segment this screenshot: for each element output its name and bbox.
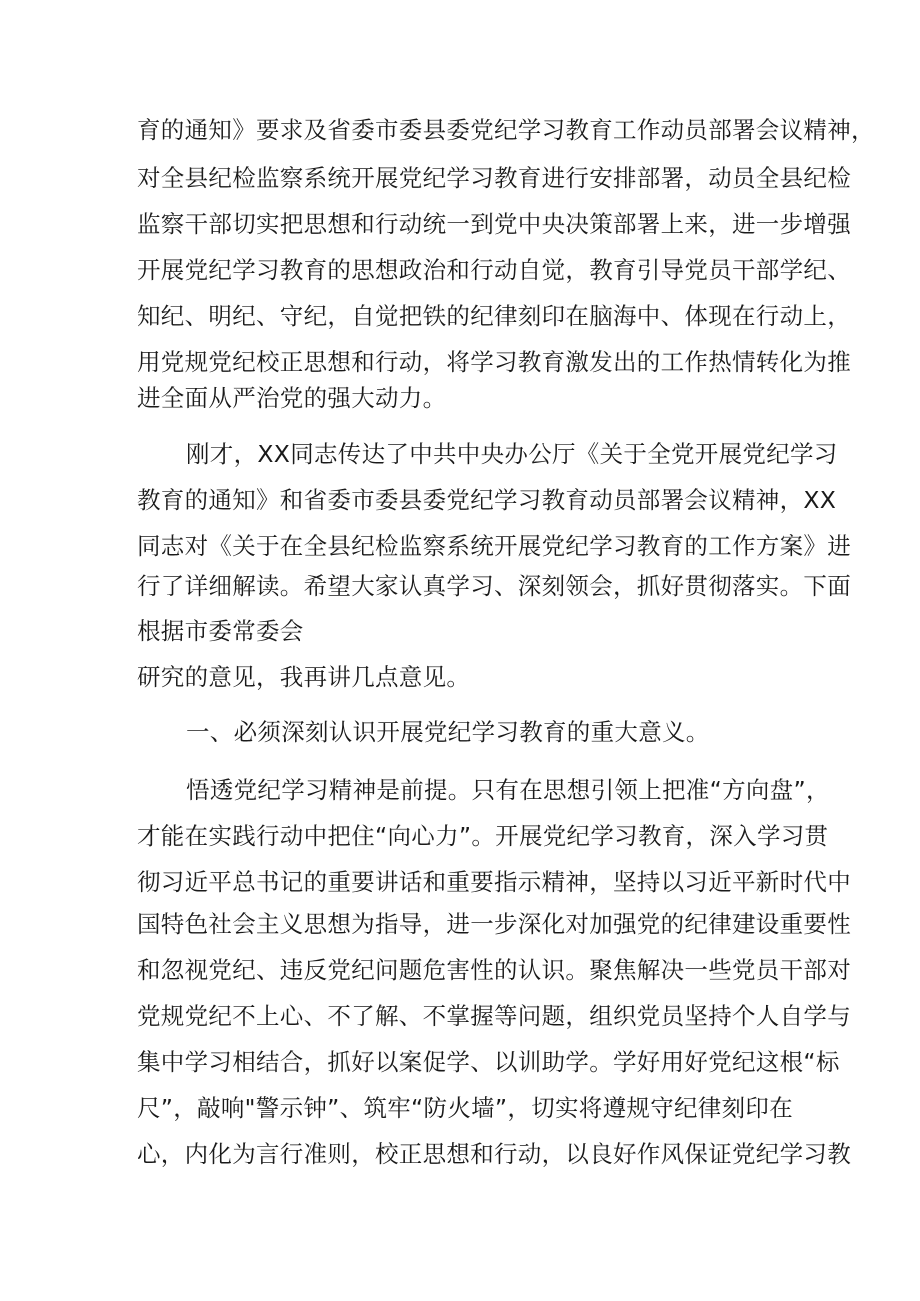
- text-line: 用党规党纪校正思想和行动，将学习教育激发出的工作热情转化为推: [137, 348, 851, 376]
- text-line: 彻习近平总书记的重要讲话和重要指示精神，坚持以习近平新时代中: [137, 868, 851, 896]
- text-line: 育的通知》要求及省委市委县委党纪学习教育工作动员部署会议精神，: [137, 116, 875, 144]
- text-line: 开展党纪学习教育的思想政治和行动自觉，教育引导党员干部学纪、: [137, 256, 851, 284]
- section-heading: 一、必须深刻认识开展党纪学习教育的重大意义。: [186, 718, 710, 746]
- text-line: 尺”，敲响"警示钟”、筑牢“防火墙”，切实将遵规守纪律刻印在: [137, 1094, 794, 1122]
- text-line: 知纪、明纪、守纪，自觉把铁的纪律刻印在脑海中、体现在行动上，: [137, 302, 851, 330]
- text-line: 研究的意见，我再讲几点意见。: [137, 663, 471, 691]
- text-line: 党规党纪不上心、不了解、不掌握等问题，组织党员坚持个人自学与: [137, 1002, 851, 1030]
- text-line: 集中学习相结合，抓好以案促学、以训助学。学好用好党纪这根“标: [137, 1048, 840, 1076]
- text-line: 行了详细解读。希望大家认真学习、深刻领会，抓好贯彻落实。下面: [137, 572, 851, 600]
- text-line: 监察干部切实把思想和行动统一到党中央决策部署上来，进一步增强: [137, 210, 851, 238]
- paragraph-first-line: 悟透党纪学习精神是前提。只有在思想引领上把准“方向盘”，: [186, 776, 830, 804]
- text-line: 根据市委常委会: [137, 617, 304, 645]
- text-line: 国特色社会主义思想为指导，进一步深化对加强党的纪律建设重要性: [137, 910, 851, 938]
- text-line: 心，内化为言行准则，校正思想和行动，以良好作风保证党纪学习教: [137, 1140, 851, 1168]
- text-line: 教育的通知》和省委市委县委党纪学习教育动员部署会议精神，XX: [137, 486, 837, 514]
- text-line: 和忽视党纪、违反党纪问题危害性的认识。聚焦解决一些党员干部对: [137, 956, 851, 984]
- text-line: 才能在实践行动中把住“向心力”。开展党纪学习教育，深入学习贯: [137, 822, 829, 850]
- text-line: 对全县纪检监察系统开展党纪学习教育进行安排部署，动员全县纪检: [137, 164, 851, 192]
- paragraph-first-line: 刚才，XX同志传达了中共中央办公厅《关于全党开展党纪学习: [186, 440, 838, 468]
- text-line: 进全面从严治党的强大动力。: [137, 384, 447, 412]
- text-line: 同志对《关于在全县纪检监察系统开展党纪学习教育的工作方案》进: [137, 532, 851, 560]
